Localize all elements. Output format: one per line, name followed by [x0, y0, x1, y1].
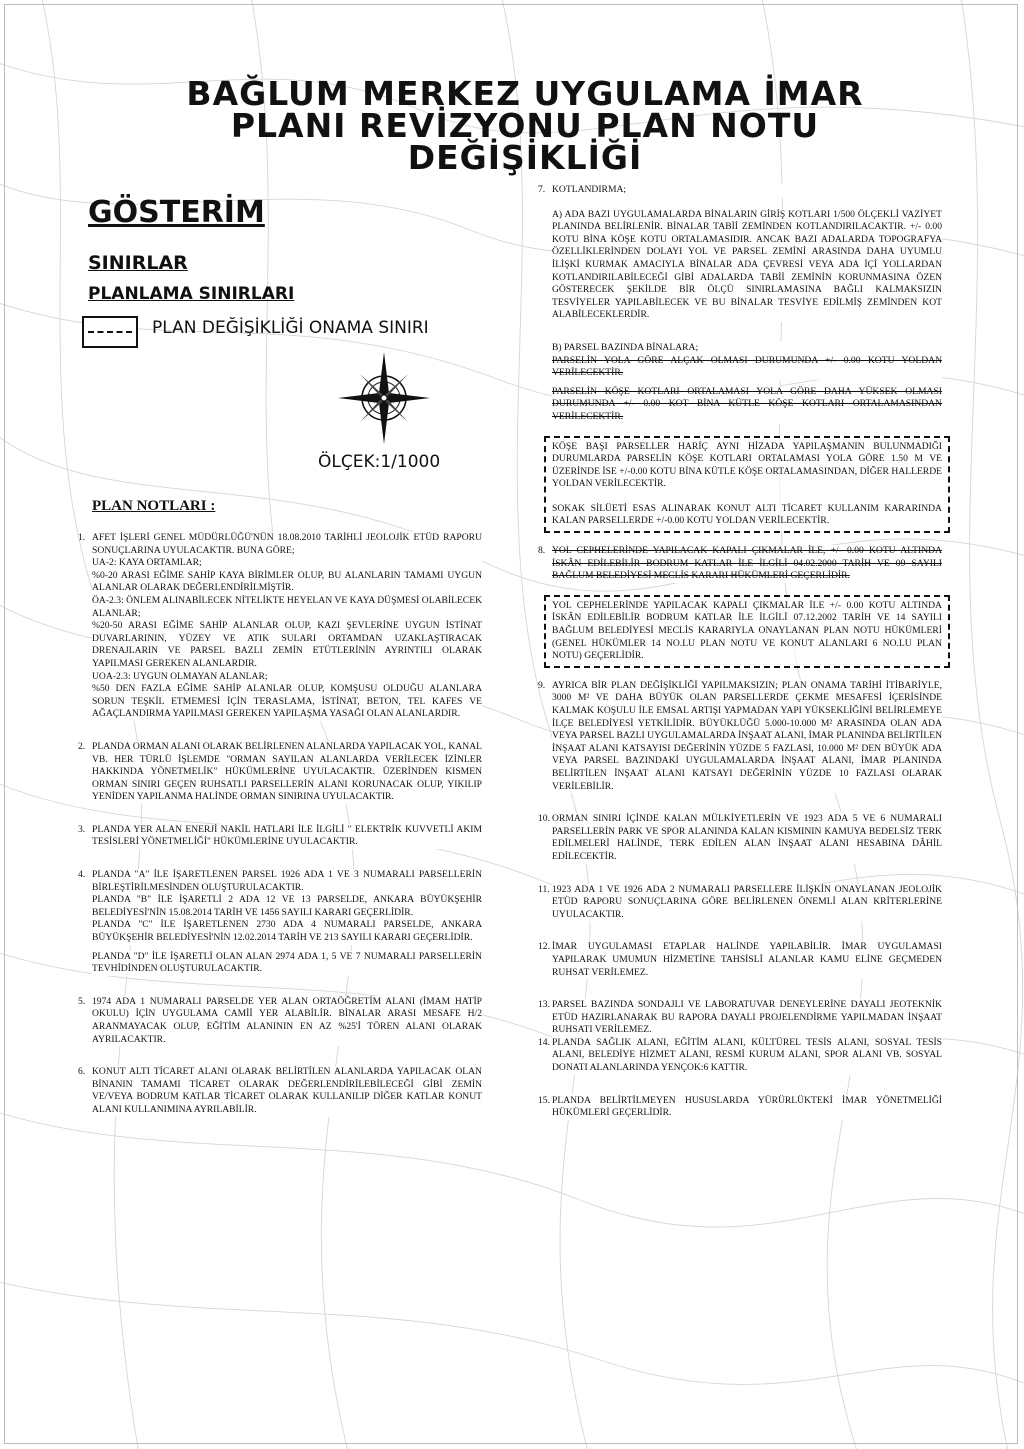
north-arrow-compass-icon [338, 350, 430, 444]
boundary-line-symbol [82, 316, 138, 348]
plan-note-9 [538, 679, 942, 793]
note-number: 3. [78, 823, 86, 835]
note-text: AYRICA BİR PLAN DEĞİŞİKLİĞİ YAPILMAKSIZIN; PLAN ONAMA TARİHİ İTİBARİYLE, 3000 M² VE DAHA BÜYÜK OLAN PARSELLERDE ÇEKME MESAFESİ İÇERİSİNDE KALMAK KOŞULU İLE EMSAL ARTIŞI YAPMADAN YAPI YÜKSEKLİĞİNİ BELİRLEMEYE İLÇE BELEDİYESİ YETKİLİDİR. BÜYÜKLÜĞÜ 5.000-10.000 M² ARASINDA OLAN ADA VEYA PARSEL BAZLI UYGULAMALARDA İNŞAAT ALANI, İMAR PLANINDA BELİRTİLEN İNŞAAT ALANI KATSAYISI DEĞERİNİN YÜZDE 5 FAZLASI, 10.000 M² DEN BÜYÜK ADA VEYA PARSEL BAZINDAKİ UYGULAMALARDA İNŞAAT ALANI, İMAR PLANINDA BELİRTİLEN İNŞAAT ALANI KATSAYI DEĞERİNİN YÜZDE 10 FAZLASI OLARAK VERİLEBİLİR. [552, 679, 942, 792]
legend-section-title: PLANLAMA SINIRLARI [88, 284, 295, 304]
note-text: PLANDA ORMAN ALANI OLARAK BELİRLENEN ALANLARDA YAPILACAK YOL, KANAL VB. HER TÜRLÜ İŞLEMDE "ORMAN SAYILAN ALANLARDA VERİLECEK İZİNLER HAKKINDA YÖNETMELİK" HÜKÜMLERİNE UYULACAKTIR. ÜZERİNDEN KISMEN ORMAN SINIRI GEÇEN RUHSATLI PARSELLERİN ALANI KORUNACAK OLUP, YIKILIP YENİDEN YAPILANMA HALİNDE ORMAN SINIRINA UYULACAKTIR. [92, 740, 482, 803]
note-number: 13. [538, 999, 550, 1011]
amended-note-text: KÖŞE BAŞI PARSELLER HARİÇ AYNI HİZADA YAPILAŞMANIN BULUNMADIĞI DURUMLARDA PARSELİN KÖŞE KOTLARI ORTALAMASI YOLA GÖRE 1.50 M VE ÜZERİNDE İSE +/-0.00 KOTU BİNA KÜTLE KÖŞE ORTALAMASINDAN, DİĞER HALLERDE YOLDAN VERİLECEKTİR. [552, 440, 942, 490]
plan-note-2 [78, 740, 482, 804]
note-text: PLANDA "C" İLE İŞARETLENEN 2730 ADA 4 NUMARALI PARSELDE, ANKARA BÜYÜKŞEHİR BELEDİYESİ'NİN 12.02.2014 TARİH VE 213 SAYILI KARARI GEÇERLİDİR. [92, 919, 482, 944]
amended-note-box [544, 595, 950, 668]
legend-item-label: PLAN DEĞİŞİKLİĞİ ONAMA SINIRI [152, 318, 429, 338]
zone-text: %50 DEN FAZLA EĞİME SAHİP ALANLAR OLUP, KOMŞUSU OLDUĞU ALANLARA SORUN TEŞKİL ETMEMESİ İÇİN TERASLAMA, İSTİNAT, BETON, TEL KAFES VE AĞAÇLANDIRMA YAPILMASI GEREKEN YAPILAŞMA YASAĞI OLAN ALANLARDIR. [92, 683, 482, 720]
amended-note-box [544, 436, 950, 534]
zone-text: %20-50 ARASI EĞİME SAHİP ALANLAR OLUP, KAZI ŞEVLERİNE UYGUN İSTİNAT DUVARLARININ, YÜZEY VE ATIK SULARI ORTAMDAN UZAKLAŞTIRACAK DRENAJLARIN VE PARSEL BAZLI ZEMİN ETÜTLERİNİN AYRINTILI OLARAK YAPILMASI GEREKEN ALANLARDIR. [92, 620, 482, 669]
note-number: 6. [78, 1066, 86, 1078]
note-number: 14. [538, 1036, 550, 1048]
note-text: PARSEL BAZINDA SONDAJLI VE LABORATUVAR DENEYLERİNE DAYALI JEOTEKNİK ETÜD HAZIRLANARAK BU RAPORA DAYALI PROJELENDİRME YAPILMADAN İNŞAAT RUHSATI VERİLEMEZ. [552, 999, 942, 1036]
note-text: PLANDA "D" İLE İŞARETLİ OLAN ALAN 2974 ADA 1, 5 VE 7 NUMARALI PARSELLERİN TEVHİDİNDEN OLUŞTURULACAKTIR. [92, 950, 482, 975]
zone-text: %0-20 ARASI EĞİME SAHİP KAYA BİRİMLER OLUP, BU ALANLARIN TAMAMI UYGUN ALANLAR OLARAK DEĞERLENDİRİLMİŞTİR. [92, 569, 482, 594]
note-number: 4. [78, 869, 86, 881]
note-text: AFET İŞLERİ GENEL MÜDÜRLÜĞÜ'NÜN 18.08.2010 TARİHLİ JEOLOJİK ETÜD RAPORU SONUÇLARINA UYULACAKTIR. BUNA GÖRE; [92, 532, 482, 556]
note-text: PLANDA SAĞLIK ALANI, EĞİTİM ALANI, KÜLTÜREL TESİS ALANI, SOSYAL TESİS ALANI, BELEDİYE HİZMET ALANI, RESMİ KURUM ALANI, SPOR ALANI VB. SOSYAL DONATI ALANLARINDA YENÇOK:6 KATTIR. [552, 1036, 942, 1074]
note-text: PLANDA YER ALAN ENERJİ NAKİL HATLARI İLE İLGİLİ " ELEKTRİK KUVVETLİ AKIM TESİSLERİ YÖNETMELİĞİ" HÜKÜMLERİNE UYULACAKTIR. [92, 823, 482, 848]
plan-notes-title: PLAN NOTLARI : [92, 498, 216, 514]
note-text: İMAR UYGULAMASI ETAPLAR HALİNDE YAPILABİLİR. İMAR UYGULAMASI YAPILARAK UMUMUN HİZMETİNE TAHSİSLİ ALANLAR KAMU ELİNE GEÇMEDEN RUHSAT VERİLEMEZ. [552, 941, 942, 978]
note-text: PLANDA "A" İLE İŞARETLENEN PARSEL 1926 ADA 1 VE 3 NUMARALI PARSELLERİN BİRLEŞTİRİLMESİNDEN OLUŞTURULACAKTIR. [92, 869, 482, 893]
note-number: 5. [78, 995, 86, 1007]
struck-note-text: PARSELİN YOLA GÖRE ALÇAK OLMASI DURUMUNDA +/- 0.00 KOTU YOLDAN VERİLECEKTİR. [552, 354, 942, 379]
note-number: 11. [538, 883, 550, 895]
plan-note-1 [78, 532, 482, 721]
note-text: PLANDA BELİRTİLMEYEN HUSUSLARDA YÜRÜRLÜKTEKİ İMAR YÖNETMELİĞİ HÜKÜMLERİ GEÇERLİDİR. [552, 1094, 942, 1119]
note-number: 10. [538, 813, 550, 825]
document-title [60, 74, 990, 177]
note-subheading: B) PARSEL BAZINDA BİNALARA; [552, 342, 942, 355]
title-line-2: PLANI REVİZYONU PLAN NOTU [230, 106, 820, 145]
plan-note-5 [78, 995, 482, 1046]
title-line-1: BAĞLUM MERKEZ UYGULAMA İMAR [186, 74, 864, 113]
zone-title: ÖA-2.3: ÖNLEM ALINABİLECEK NİTELİKTE HEYELAN VE KAYA DÜŞMESİ OLABİLECEK ALANLAR; [92, 594, 482, 619]
struck-note-text: YOL CEPHELERİNDE YAPILACAK KAPALI ÇIKMALAR İLE, +/- 0.00 KOTU ALTINDA İSKÂN EDİLEBİLİR BODRUM KATLAR İLE İLGİLİ 04.02.2000 TARİH VE 09 SAYILI BAĞLUM BELEDİYESİ MECLİS KARARI HÜKÜMLERİ GEÇERLİDİR. [552, 545, 942, 582]
plan-notes-left-column [78, 532, 482, 1117]
amended-note-text: YOL CEPHELERİNDE YAPILACAK KAPALI ÇIKMALAR İLE +/- 0.00 KOTU ALTINDA İSKÂN EDİLEBİLİR BODRUM KATLAR İLE İLGİLİ 07.12.2002 TARİH VE 14 SAYILI BAĞLUM BELEDİYESİ MECLİS KARARIYLA ONAYLANAN PLAN NOTU HÜKÜMLERİ (GENEL HÜKÜMLER 14 NO.LU PLAN NOTU VE KONUT ALANLARI 6 NO.LU PLAN NOTU) GEÇERLİDİR. [552, 599, 942, 662]
plan-note-6 [78, 1066, 482, 1116]
plan-note-10 [538, 813, 942, 863]
legend-subheading: SINIRLAR [88, 252, 188, 274]
plan-note-4 [78, 869, 482, 976]
legend-heading: GÖSTERİM [88, 195, 265, 230]
struck-note-text: PARSELİN KÖŞE KOTLARI ORTALAMASI YOLA GÖRE DAHA YÜKSEK OLMASI DURUMUNDA +/- 0.00 KOT BİNA KÜTLE KÖŞE KOTLARI ORTALAMASINDAN VERİLECEKTİR. [552, 385, 942, 422]
plan-note-14 [538, 1036, 942, 1075]
note-number: 8. [538, 545, 546, 557]
note-text: ORMAN SINIRI İÇİNDE KALAN MÜLKİYETLERİN VE 1923 ADA 5 VE 6 NUMARALI PARSELLERİN PARK VE SPOR ALANINDA KALAN KISMININ KAMUYA BEDELSİZ TERK EDİLMELERİ HALİNDE, TERK EDİLEN ALAN İNŞAAT ALANI HESABINA DÂHİL EDİLECEKTİR. [552, 813, 942, 862]
plan-notes-right-column [538, 184, 942, 1120]
scale-label: ÖLÇEK:1/1000 [318, 452, 441, 472]
note-number: 9. [538, 679, 546, 691]
title-line-3: DEĞİŞİKLİĞİ [407, 138, 643, 177]
note-text: KONUT ALTI TİCARET ALANI OLARAK BELİRTİLEN ALANLARDA YAPILACAK OLAN BİNANIN TAMAMI TİCARET OLARAK DEĞERLENDİRİLEBİLECEĞİ GİBİ ZEMİN VE/VEYA BODRUM KATLAR TİCARET OLARAK KULLANILIP DİĞER KATLAR KONUT ALANI KULLANIMINA AYRILABİLİR. [92, 1066, 482, 1115]
note-text: 1923 ADA 1 VE 1926 ADA 2 NUMARALI PARSELLERE İLİŞKİN ONAYLANAN JEOLOJİK ETÜD RAPORU SONUÇLARINA GÖRE BELİRLENEN ÖNEMLİ ALAN KRİTERLERİNE UYULACAKTIR. [552, 883, 942, 920]
zone-title: UA-2: KAYA ORTAMLAR; [92, 557, 482, 570]
note-text: A) ADA BAZI UYGULAMALARDA BİNALARIN GİRİŞ KOTLARI 1/500 ÖLÇEKLİ VAZİYET PLANINDA BELİRLENİR. BİNALAR TABİİ ZEMİNDEN KOTLANDIRILACAKTIR. +/- 0.00 KOTU BİNA KÖŞE KOTU ORTALAMASIDIR. ANCAK BAZI ADALARDA TOPOGRAFYA ÖZELLİKLERİNDEN DOLAYI YOL VE PARSEL ZEMİNİ ARASINDA DAHA UYUMLU İLİŞKİ KURMAK AMACIYLA BİNALAR ADA ÇEVRESİ VEYA ADA İÇİ YOLLARDAN KOTLANDIRILABİLECEĞİ GİBİ ADALARDA TABİİ ZEMİNİN KORUNMASINA ÖZEN GÖSTERECEK ŞEKİLDE BİR ÖLÇÜ SINIRLAMASINA BAĞLI KALMAKSIZIN TESVİYELER YAPILABİLECEK VE BU BİNALAR TESVİYE EDİLMİŞ ZEMİNDEN KOT ALABİLECEKLERDİR. [552, 208, 942, 321]
zone-title: UOA-2.3: UYGUN OLMAYAN ALANLAR; [92, 671, 482, 684]
plan-note-7 [538, 184, 942, 533]
plan-note-11 [538, 883, 942, 922]
plan-note-12 [538, 941, 942, 979]
note-number: 7. [538, 184, 546, 195]
note-number: 12. [538, 941, 550, 953]
note-number: 15. [538, 1094, 550, 1106]
plan-note-13 [538, 999, 942, 1037]
note-number: 1. [78, 532, 86, 543]
note-heading: KOTLANDIRMA; [552, 184, 942, 197]
amended-note-text: SOKAK SİLÜETİ ESAS ALINARAK KONUT ALTI TİCARET KULLANIM KARARINDA KALAN PARSELLERDE +/-0.00 KOTU YOLDAN VERİLECEKTİR. [552, 502, 942, 527]
note-text: 1974 ADA 1 NUMARALI PARSELDE YER ALAN ORTAÖĞRETİM ALANI (İMAM HATİP OKULU) İÇİN UYGULAMA CAMİİ YER ALABİLİR. BİNALAR ARASI MESAFE H/2 ARANMAYACAK OLUP, EĞİTİM ALANININ EN AZ %25'İ TÖREN ALANI OLARAK AYRILACAKTIR. [92, 995, 482, 1045]
note-number: 2. [78, 740, 86, 752]
plan-note-15 [538, 1094, 942, 1120]
note-text: PLANDA "B" İLE İŞARETLİ 2 ADA 12 VE 13 PARSELDE, ANKARA BÜYÜKŞEHİR BELEDİYESİ'NİN 15.08.2014 TARİH VE 1456 SAYILI KARARI GEÇERLİDİR. [92, 894, 482, 918]
plan-note-8 [538, 545, 942, 668]
plan-note-3 [78, 823, 482, 849]
